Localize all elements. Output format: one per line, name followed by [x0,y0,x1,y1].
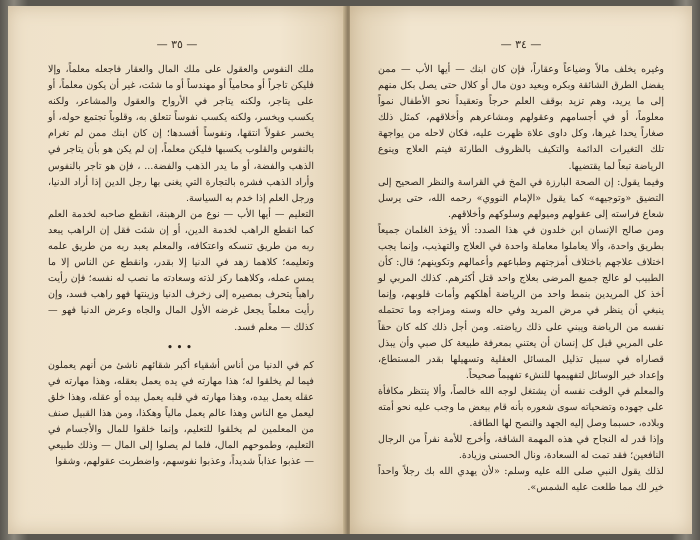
page-number: — ٣٤ — [500,38,542,51]
page-body [48,62,314,470]
paragraph: وفيما يقول: إن الصحة البارزة في المخ في القراسة والنظر الصحيح إلى التضيق «وتوجيهه» كما يقول «الإمام النووي» رحمه الله، حتى يرسل شعاع فراسته إلى عقولهم وميولهم وسلوكهم وأخلاقهم. [378,176,664,220]
page-number: — ٣٥ — [156,38,198,51]
paragraph: ومن صالح الإنسان ابن خلدون في هذا الصدد: ألا يؤخذ الغلمان جميعاً بطريق واحدة، وألا يعاملوا معاملة واحدة في العلاج والتهذيب، وإنما يجب اختلاف علاجهم باختلاف أمزجتهم وطباعهم وأعمالهم وتكوينهم؛ قال: كأن الطبيب لو عالج جميع المرضى بعلاج واحد قتل أكثرهم. كذلك المربي لو أخذ كل المريدين بنمط واحد من الرياضة أهلكهم وأمات قلوبهم، وإنما ينبغي أن ينظر في مرض المريد وفي حاله وسنه ومزاجه وما تحتمله نفسه من الرياضة ويبني على ذلك رياضته. ومن أجل ذلك كله كان حقاً على المربي قبل كل إنسان أن يعتني بمعرفة طبيعة كل صبي وأن يبذل قصاراه في سبيل تذليل المسائل العقلية وتسهيلها بقدر المستطاع، وإعداد خير الوسائل لتفهيمها للنشء تفهيماً صحيحاً. [378,224,664,381]
paragraph: وإذا قدر له النجاح في هذه المهمة الشاقة، وأخرج للأمة نفراً من الرجال النافعين؛ فقد تمت له السعادة، ونال الحسنى وزيادة. [378,434,664,462]
paragraph: ملك النفوس والعقول على ملك المال والعقار فاجعله معلماً، وإلا فليكن تاجراً أو محامياً أو مهندساً أو ما شئت، غير أن يكون معلماً، أو على يتاجر، ولكنه يتاجر في الأرواح والعقول والمشاعر، ولكنه يكسب ويخسر، ولكنه يكسب نفوساً تتعلق به، وقلوباً تجتمع حوله، أو يخسر عقولاً انتقها، ونفوساً أفسدها؛ إن كان ابنك ممن لم تغرام بالنفوس والقلوب يكسبها فليكن معلماً، إن لم يكن هو بأن يتاجر في الذهب والفضة، أو ما يدر الذهب والفضة... ، فإن هو تاجر بالنفوس وأراد الذهب فشره بالتجارة التي يغنى بها رجل الدين إذا أراد الدنيا، ورجل العلم إذا خدم به السياسة. [48,64,314,204]
paragraph: والمعلم في الوقت نفسه أن يشتغل لوجه الله خالصاً، وألا ينتظر مكافأة على جهوده وتضحياته سوى شعوره بأنه قام ببعض ما وجب عليه نحو أمته وبلاده، حسبما وصل إليه الجهد والنصح لها الطاقة. [378,385,664,430]
paragraph: التعليم — أيها الأب — نوع من الرهبنة، انقطع صاحبه لخدمة العلم كما انقطع الراهب لخدمة الدين، أو إن شئت فقل إن الراهب يبعد ربه من طريق تنسكه واعتكافه، والمعلم يعبد ربه من طريق علمه وتعليمه؛ كلاهما زهد في الدنيا إلا بقدر، وانقطع عن الناس إلا ما يمس عمله، وكلاهما ركز لذته وسعادته ما نصب له نفسه؛ فإن رأيت راهباً يتحرف بمصيره إلى زخرف الدنيا وزينتها فهو راهب فسد، وإن رأيت معلماً يجعل غرضه الأول المال والجاه وعرض الدنيا فهو — كذلك — معلم فسد. [48,208,314,333]
section-divider: ••• [166,340,196,354]
paragraph: وغيره يخلف مالاً وضياعاً وعقاراً، فإن كان ابنك — أيها الأب — ممن يفضل الطرق الشائقة وبكره وبعيد دون مال أو كلال حتى يصل بكل منهم إلى ما يريد، وهم تزيد بوقف العلم حرجاً وتعقيداً نحو الأطفال نمواً معلوماً، أو في أجسامهم وعقولهم ومشاعرهم وأخلاقهم، كمثل ذلك صغاراً يحدا غيرها، وكل داوى علاة ظهرت عليه، فكان لاحله من يواجهة تلك التغيرات الدائمة والتكيف بالظروف الطارئة فيتم العلاج وينوع الرياضة تبعاً لما يقتضيها. [378,64,664,172]
page-body [378,62,664,497]
left-page [8,6,346,534]
right-page [350,6,692,534]
paragraph: كم في الدنيا من أناس أشقياء أكبر شقائهم ناشئ من أنهم يعملون فيما لم يخلقوا له؛ هذا مهارته في يده يعمل بعقله، وهذا مهارته في عقله يعمل بيده، وهذا مهارته في قلبه يعمل بيده أو عقله، وهذا خلق ليعمل مع الناس وهذا عالم يعمل مالياً وهكذا، ومن هذا القبيل صنف من المعلمين لم يخلقوا للتعليم، وإنما خلقوا للمال والأجسام في التعليم، وطموحهم المال، فلما لم يصلوا إلى المال — وذلك طبيعي — عذبوا عذاباً شديداً، وعذبوا نفوسهم، واضطربت عقولهم، وشقوا [48,359,314,468]
paragraph: لذلك يقول النبي صلى الله عليه وسلم: «لأن يهدي الله بك رجلاً واحداً خير لك مما طلعت عليه الشمس». [378,466,664,494]
